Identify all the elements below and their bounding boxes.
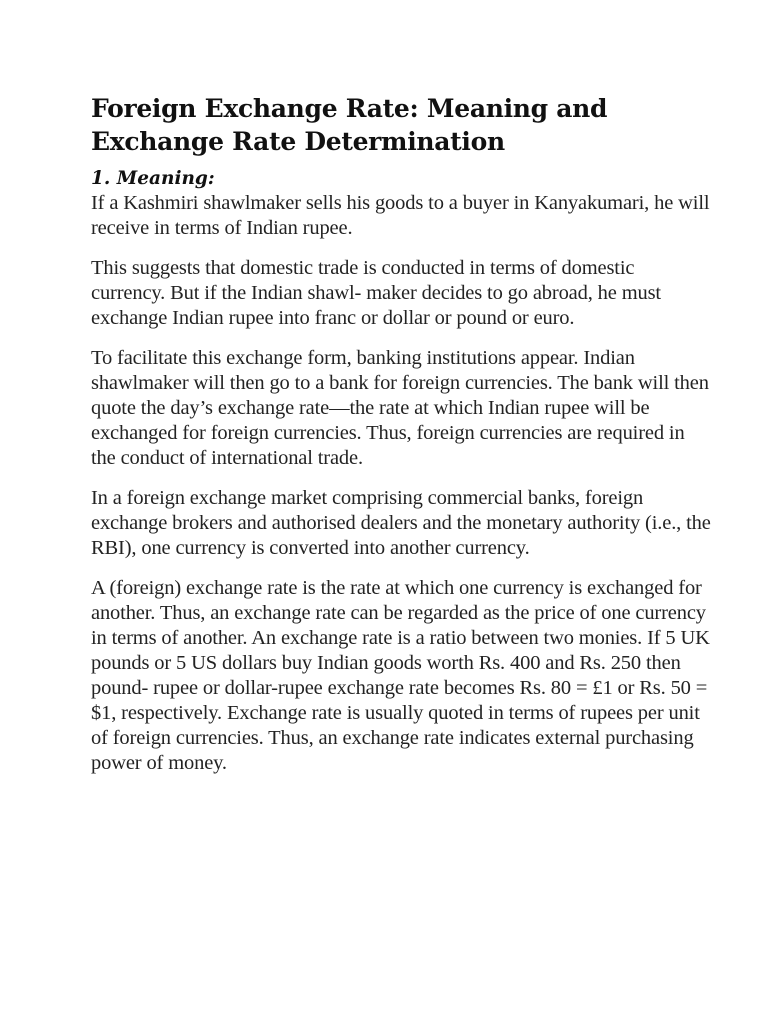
paragraph-3: To facilitate this exchange form, banking institutions appear. Indian shawlmaker will then go to a bank for foreign currencies. The bank will then quote the day’s exchange rate—the rate at which Indian rupee will be exchanged for foreign currencies. Thus, foreign currencies are required in the conduct of international trade.	[91, 347, 709, 469]
paragraph-1: If a Kashmiri shawlmaker sells his goods to a buyer in Kanyakumari, he will receive in terms of Indian rupee.	[91, 192, 710, 239]
section-heading-meaning: 1. Meaning:	[91, 168, 215, 189]
paragraph-5: A (foreign) exchange rate is the rate at which one currency is exchanged for another. Thus, an exchange rate can be regarded as the price of one currency in terms of another. An exchange rate is a ratio between two monies. If 5 UK pounds or 5 US dollars buy Indian goods worth Rs. 400 and Rs. 250 then pound- rupee or dollar-rupee exchange rate becomes Rs. 80 = £1 or Rs. 50 = $1, respectively. Exchange rate is usually quoted in terms of rupees per unit of foreign currencies. Thus, an exchange rate indicates external purchasing power of money.	[91, 577, 710, 774]
document-page	[91, 92, 711, 791]
paragraph-2: This suggests that domestic trade is conducted in terms of domestic currency. But if the Indian shawl- maker decides to go abroad, he must exchange Indian rupee into franc or dollar or pound or euro.	[91, 257, 661, 329]
paragraph-4: In a foreign exchange market comprising commercial banks, foreign exchange brokers and authorised dealers and the monetary authority (i.e., the RBI), one currency is converted into another currency.	[91, 487, 711, 559]
document-title: Foreign Exchange Rate: Meaning and Exchange Rate Determination	[91, 94, 608, 156]
